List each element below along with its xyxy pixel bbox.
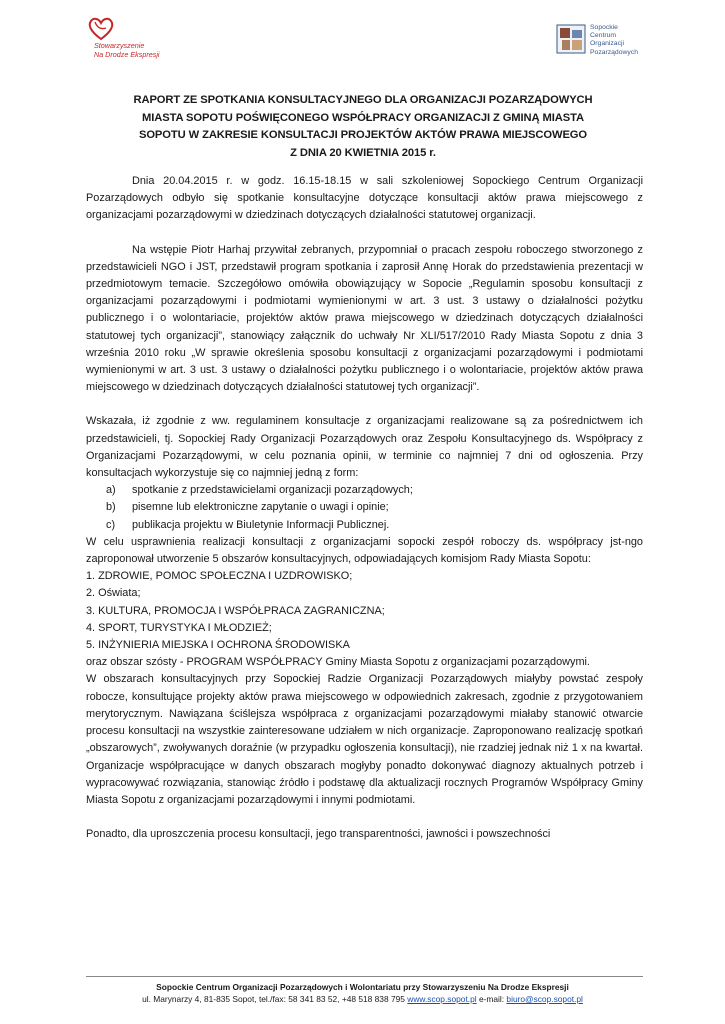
scop-logo-line4: Pozarządowych <box>590 48 638 56</box>
list-item: 1. ZDROWIE, POMOC SPOŁECZNA I UZDROWISKO; <box>86 570 353 583</box>
email-link[interactable]: biuro@scop.sopot.pl <box>506 994 583 1004</box>
list-item: 5. INŻYNIERIA MIEJSKA I OCHRONA ŚRODOWISKA <box>86 639 350 652</box>
paragraph-sixth-area: oraz obszar szósty - PROGRAM WSPÓŁPRACY Gminy Miasta Sopotu z organizacjami pozarządowymi. <box>86 656 590 669</box>
scop-logo-line2: Centrum <box>590 32 617 40</box>
ndr-logo-line1: Stowarzyszenie <box>94 41 145 50</box>
ndr-logo <box>86 16 206 64</box>
list-item <box>86 517 643 534</box>
footer-divider <box>86 976 643 977</box>
scop-logo-icon <box>556 24 586 54</box>
title-line: RAPORT ZE SPOTKANIA KONSULTACYJNEGO DLA ORGANIZACJI POZARZĄDOWYCH <box>133 94 593 106</box>
paragraph-areas-intro: W celu usprawnienia realizacji konsultacji z organizacjami sopocki zespół roboczy ds. współpracy jst-ngo zaproponował utworzenie 5 obszarów konsultacyjnych, odpowiadających komisjom Rady Miasta Sopotu: <box>86 535 643 566</box>
footer-organization: Sopockie Centrum Organizacji Pozarządowych i Wolontariatu przy Stowarzyszeniu Na Drodze Ekspresji <box>156 982 569 992</box>
list-item: 4. SPORT, TURYSTYKA I MŁODZIEŻ; <box>86 621 272 634</box>
consultation-areas-list <box>86 568 643 654</box>
title-line: SOPOTU W ZAKRESIE KONSULTACJI PROJEKTÓW AKTÓW PRAWA MIEJSCOWEGO <box>138 129 588 141</box>
website-link[interactable]: www.scop.sopot.pl <box>407 994 477 1004</box>
list-item-text: publikacja projektu w Biuletynie Informacji Publicznej. <box>132 518 390 531</box>
list-item <box>86 482 643 499</box>
consultation-forms-list <box>86 482 643 534</box>
list-marker: a) <box>106 484 116 497</box>
title-line: MIASTA SOPOTU POŚWIĘCONEGO WSPÓŁPRACY ORGANIZACJI Z GMINĄ MIASTA <box>142 111 584 124</box>
list-item: 2. Oświata; <box>86 587 141 600</box>
footer-contact <box>60 993 665 1005</box>
paragraph-meeting-info: Dnia 20.04.2015 r. w godz. 16.15-18.15 w sali szkoleniowej Sopockiego Centrum Organizacji Pozarządowych odbyło się spotkanie konsultacyjne dotyczące konsultacji aktów prawa miejscowego z organizacjami pozarządowymi w dziedzinach dotyczących działalności statutowej organizacji. <box>86 175 643 222</box>
paragraph-introduction: Na wstępie Piotr Harhaj przywitał zebranych, przypomniał o pracach zespołu roboczego stworzonego z przedstawicieli NGO i JST, przedstawił program spotkania i zaprosił Annę Horak do przedstawienia prezentacji w przedmiotowym temacie. Szczegółowo omówiła obowiązujący w Sopocie „Regulamin sposobu konsultacji z organizacjami pozarządowymi i podmiotami wymienionymi w art. 3 ust. 3 ustawy o działalności pożytku publicznego i o wolontariacie, projektów aktów prawa miejscowego w dziedzinach dotyczących działalności statutowej tych organizacji”, stanowiący załącznik do uchwały Nr XLI/517/2010 Rady Miasta Sopotu z dnia 3 września 2010 roku „W sprawie określenia sposobu konsultacji z organizacjami pozarządowymi i podmiotami wymienionymi w art. 3 ust. 3 ustawy o działalności pożytku publicznego i o wolontariacie, projektów aktów prawa miejscowego w dziedzinach dotyczących działalności statutowej tych organizacji”. <box>86 243 643 394</box>
list-item-text: spotkanie z przedstawicielami organizacji pozarządowych; <box>132 484 413 497</box>
heart-logo-icon <box>86 16 116 42</box>
ndr-logo-line2: Na Drodze Ekspresji <box>94 50 160 59</box>
list-item: 3. KULTURA, PROMOCJA I WSPÓŁPRACA ZAGRANICZNA; <box>86 604 385 617</box>
list-item <box>86 499 643 516</box>
paragraph-working-groups: W obszarach konsultacyjnych przy Sopockiej Radzie Organizacji Pozarządowych miałyby powstać zespoły robocze, konsultujące projekty aktów prawa miejscowego w odpowiednich zakresach, zgodnie z przygotowaniem merytorycznym. Nawiązana ściślejsza współpraca z organizacjami pozarządowymi miałaby stanowić otwarcie procesu konsultacji na wszystkie zainteresowane udziałem w nich organizacje. Zaproponowano realizację spotkań „obszarowych”, zwoływanych doraźnie (w przypadku ogłoszenia konsultacji), nie rzadziej jednak niż 1 x na kwartał. Organizacje współpracujące w danych obszarach mogłyby ponadto dokonywać diagnozy aktualnych potrzeb i wypracowywać rozwiązania, stanowiąc źródło i podstawę dla aktualizacji rocznych Programów Współpracy Gminy Miasta Sopotu z organizacjami pozarządowymi i innymi podmiotami. <box>86 673 643 806</box>
list-item-text: pisemne lub elektroniczne zapytanie o uwagi i opinie; <box>132 501 389 514</box>
title-date: Z DNIA 20 KWIETNIA 2015 r. <box>290 146 436 159</box>
document-body <box>86 173 643 843</box>
scop-logo <box>556 22 666 62</box>
footer-address: ul. Marynarzy 4, 81-835 Sopot, tel./fax: 58 341 83 52, +48 518 838 795 <box>142 994 405 1004</box>
list-marker: b) <box>106 501 116 514</box>
scop-logo-line1: Sopockie <box>590 24 618 31</box>
email-label: e-mail: <box>478 994 505 1004</box>
report-title <box>84 92 642 162</box>
list-marker: c) <box>106 518 116 531</box>
scop-logo-line3: Organizacji <box>590 40 624 48</box>
page-footer <box>60 981 665 1005</box>
paragraph-continuation: Ponadto, dla uproszczenia procesu konsultacji, jego transparentności, jawności i powszechności <box>86 828 551 841</box>
paragraph-regulations: Wskazała, iż zgodnie z ww. regulaminem konsultacje z organizacjami realizowane są za pośrednictwem ich przedstawicieli, tj. Sopockiej Rady Organizacji Pozarządowych oraz Zespołu Konsultacyjnego ds. Współpracy z Organizacjami Pozarządowymi, w celu poznania opinii, w terminie co najmniej 7 dni od ogłoszenia. Przy konsultacjach wykorzystuje się co najmniej jedną z form: <box>86 415 643 480</box>
